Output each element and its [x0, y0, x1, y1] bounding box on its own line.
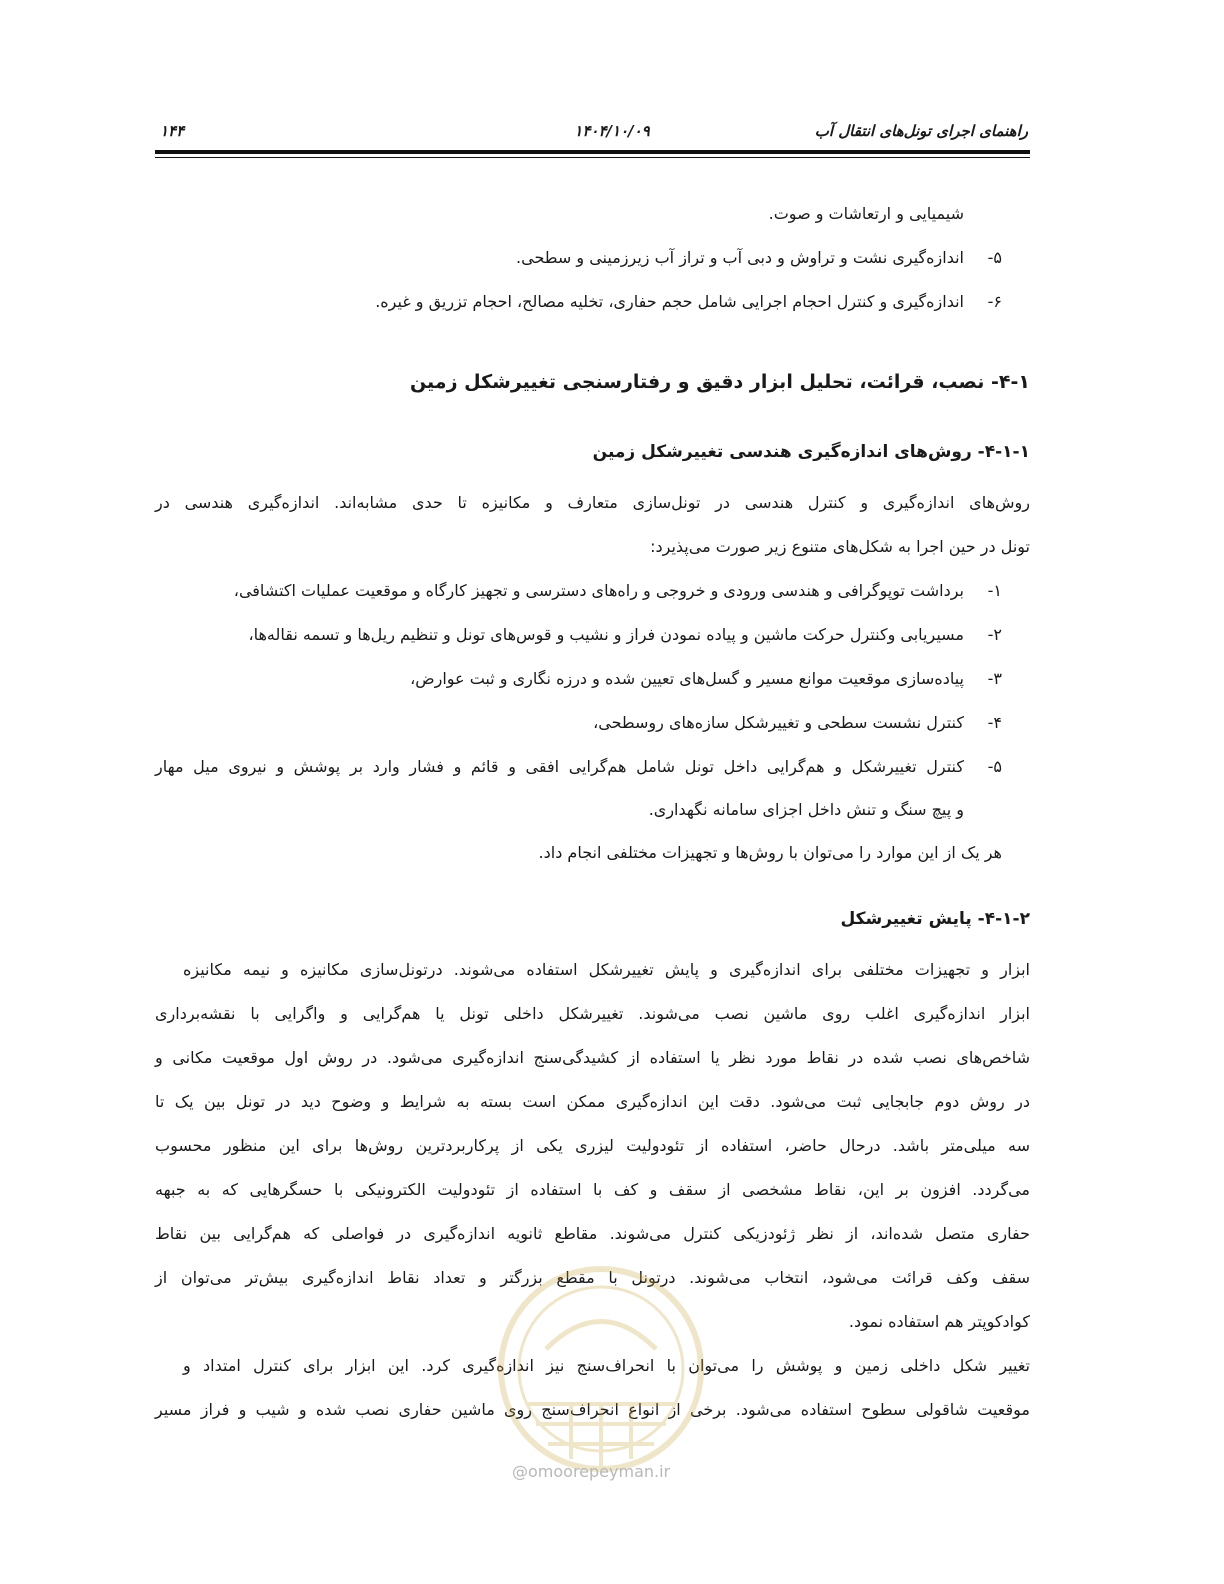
list-item-number: ۱-	[987, 581, 1002, 600]
watermark-url: @omoorepeyman.ir	[512, 1462, 671, 1481]
paragraph-line: تونل در حین اجرا به شکل‌های متنوع زیر صورت می‌پذیرد:	[650, 537, 1030, 556]
paragraph-line: شاخص‌های نصب شده در نقاط مورد نظر یا استفاده از کشیدگی‌سنج اندازه‌گیری می‌شود. در روش اول موقعیت مکانی و	[155, 1048, 1030, 1067]
list-item-number: ۶-	[987, 292, 1002, 311]
list-item-text: اندازه‌گیری و کنترل احجام اجرایی شامل حجم حفاری، تخلیه مصالح، احجام تزریق و غیره.	[375, 292, 964, 311]
header-rule-thin	[155, 157, 1030, 158]
list-item-text: برداشت توپوگرافی و هندسی ورودی و خروجی و راه‌های دسترسی و تجهیز کارگاه و موقعیت عملیات اکتشافی،	[233, 581, 964, 600]
paragraph-line: کوادکوپتر هم استفاده نمود.	[848, 1312, 1030, 1331]
list-item-number: ۴-	[987, 713, 1002, 732]
watermark-seal	[486, 1254, 716, 1484]
header-page-number: ۱۴۴	[160, 122, 185, 140]
header-rule-thick	[155, 150, 1030, 154]
list-item-number: ۲-	[987, 625, 1002, 644]
paragraph-line: ابزار اندازه‌گیری اغلب روی ماشین نصب می‌شوند. تغییرشکل داخلی تونل یا هم‌گرایی و واگرایی با نقشه‌برداری	[155, 1004, 1030, 1023]
paragraph-line: می‌گردد. افزون بر این، نقاط مشخصی از سقف و کف با استفاده از تئودولیت الکترونیکی با حسگرهایی که به جبهه	[155, 1180, 1030, 1199]
list-item-number: ۳-	[987, 669, 1002, 688]
paragraph-line: در روش دوم جابجایی ثبت می‌شود. دقت این اندازه‌گیری ممکن است بسته به شرایط و وضوح دید در تونل بین یک تا	[155, 1092, 1030, 1111]
paragraph-line: تغییر شکل داخلی زمین و پوشش را می‌توان با انحراف‌سنج نیز اندازه‌گیری کرد. این ابزار برای کنترل امتداد و	[183, 1356, 1030, 1375]
closing-line: هر یک از این موارد را می‌توان با روش‌ها و تجهیزات مختلفی انجام داد.	[538, 843, 1002, 862]
section-heading: ۴-۱- نصب، قرائت، تحلیل ابزار دقیق و رفتارسنجی تغییرشکل زمین	[409, 371, 1030, 393]
paragraph-line: روش‌های اندازه‌گیری و کنترل هندسی در تونل‌سازی متعارف و مکانیزه تا حدی مشابه‌اند. اندازه‌گیری هندسی در	[155, 493, 1030, 512]
list-item-number: ۵-	[987, 757, 1002, 776]
list-item-number: ۵-	[987, 248, 1002, 267]
intro-line: شیمیایی و ارتعاشات و صوت.	[768, 204, 964, 223]
list-item-text: و پیچ سنگ و تنش داخل اجزای سامانه نگهداری.	[648, 800, 964, 819]
paragraph-line: سقف وکف قرائت می‌شود، انتخاب می‌شوند. درتونل با مقطع بزرگتر و تعداد نقاط اندازه‌گیری بیش‌تر می‌توان از	[155, 1268, 1030, 1287]
paragraph-line: سه میلی‌متر باشد. درحال حاضر، استفاده از تئودولیت لیزری یکی از پرکاربردترین روش‌ها برای این منظور محسوب	[155, 1136, 1030, 1155]
subsection-heading: ۴-۱-۲- پایش تغییرشکل	[840, 909, 1030, 929]
list-item-text: پیاده‌سازی موقعیت موانع مسیر و گسل‌های تعیین شده و درزه نگاری و ثبت عوارض،	[410, 669, 964, 688]
paragraph-line: حفاری متصل شده‌اند، از نظر ژئودزیکی کنترل می‌شوند. مقاطع ثانویه اندازه‌گیری در فواصلی که هم‌گرایی بین نقاط	[155, 1224, 1030, 1243]
list-item-text: کنترل تغییرشکل و هم‌گرایی داخل تونل شامل هم‌گرایی افقی و قائم و فشار وارد بر پوشش و نیروی میل مهار	[155, 757, 964, 776]
header-title: راهنمای اجرای تونل‌های انتقال آب	[814, 122, 1028, 140]
header-date: ۱۴۰۴/۱۰/۰۹	[574, 122, 650, 140]
paragraph-line: ابزار و تجهیزات مختلفی برای اندازه‌گیری و پایش تغییرشکل استفاده می‌شوند. درتونل‌سازی مکانیزه و نیمه مکانیزه	[183, 960, 1030, 979]
list-item-text: مسیریابی وکنترل حرکت ماشین و پیاده نمودن فراز و نشیب و قوس‌های تونل و تنظیم ریل‌ها و تسمه نقاله‌ها،	[248, 625, 964, 644]
list-item-text: کنترل نشست سطحی و تغییرشکل سازه‌های روسطحی،	[593, 713, 964, 732]
paragraph-line: موقعیت شاقولی سطوح استفاده می‌شود. برخی از انواع انحراف‌سنج روی ماشین حفاری نصب شده و شیب و فراز مسیر	[155, 1400, 1030, 1419]
subsection-heading: ۴-۱-۱- روش‌های اندازه‌گیری هندسی تغییرشکل زمین	[592, 442, 1030, 462]
list-item-text: اندازه‌گیری نشت و تراوش و دبی آب و تراز آب زیرزمینی و سطحی.	[516, 248, 964, 267]
